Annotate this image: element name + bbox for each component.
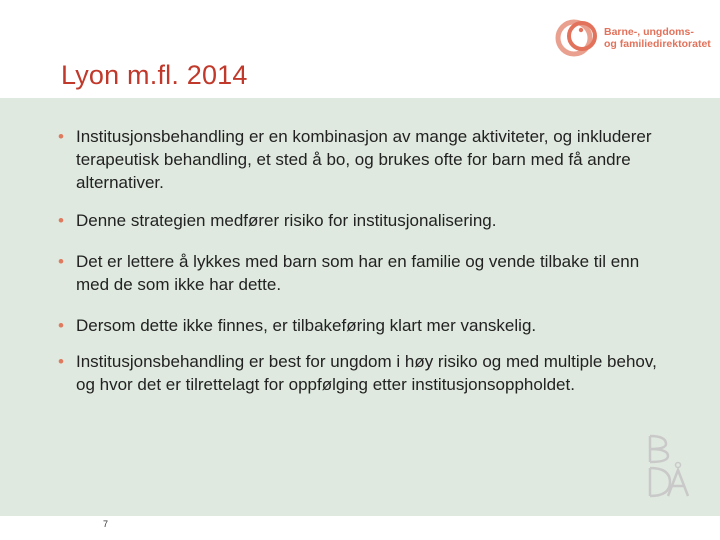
bullet-item [56,314,536,337]
page-number: 7 [103,519,109,529]
bullet-marker-icon: • [58,127,64,146]
bullet-item [56,209,496,232]
bullet-marker-icon: • [58,352,64,371]
bullet-text: Det er lettere å lykkes med barn som har en familie og vende tilbake til enn med de som ikke har dette. [76,252,640,294]
watermark-stamp-icon [644,432,714,504]
bufdir-logo-icon [554,16,602,60]
bullet-item [56,350,666,396]
logo-line-2: og familiedirektoratet [604,38,711,50]
bullet-item [56,250,666,296]
bullet-item [56,125,666,194]
bufdir-logo [554,16,720,60]
logo-line-1: Barne-, ungdoms- [604,26,694,38]
bullet-text: Denne strategien medfører risiko for institusjonalisering. [76,211,497,230]
bullet-text: Dersom dette ikke finnes, er tilbakeføring klart mer vanskelig. [76,316,537,335]
bullet-marker-icon: • [58,252,64,271]
bullet-marker-icon: • [58,211,64,230]
bullet-text: Institusjonsbehandling er en kombinasjon av mange aktiviteter, og inkluderer terapeutisk behandling, et sted å bo, og brukes ofte for barn med få andre alternativer. [76,127,652,192]
logo-text [604,26,711,50]
slide-title: Lyon m.fl. 2014 [61,60,248,90]
watermark-stamp [644,432,714,504]
bullet-text: Institusjonsbehandling er best for ungdom i høy risiko og med multiple behov, og hvor det er tilrettelagt for oppfølging etter institusjonsoppholdet. [76,352,657,394]
bullet-marker-icon: • [58,316,64,335]
